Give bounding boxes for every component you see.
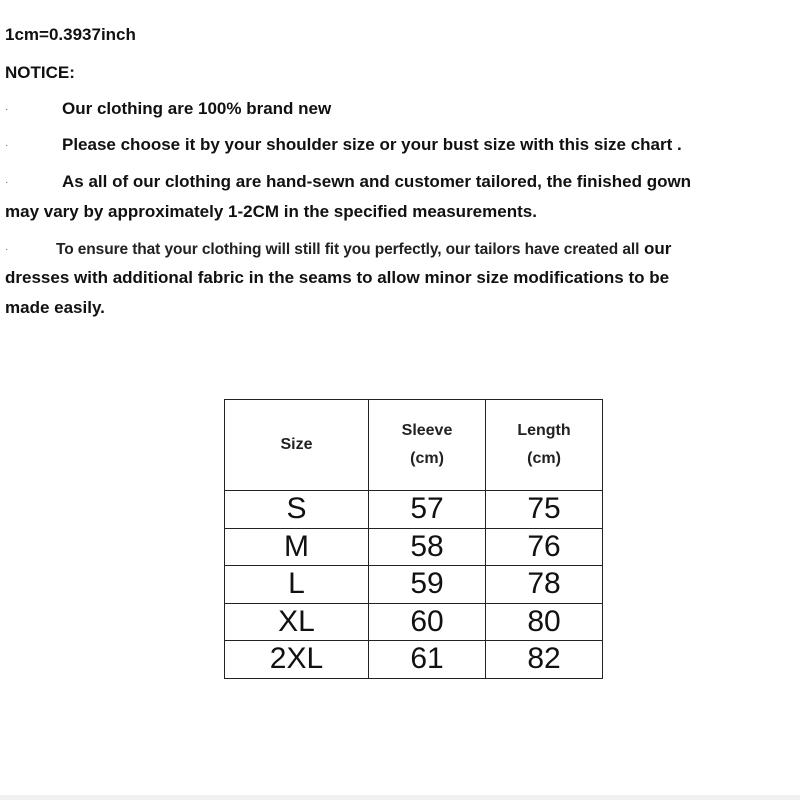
table-row [225, 491, 603, 529]
notice-line-1: Our clothing are 100% brand new [62, 99, 332, 118]
cell-size: XL [225, 603, 369, 641]
header-sleeve-label: Sleeve [401, 422, 453, 439]
notice-line-4b: dresses with additional fabric in the seams to allow minor size modifications to be [5, 268, 670, 287]
size-table [224, 399, 603, 679]
bullet-2: · [5, 140, 9, 151]
table-row [225, 528, 603, 566]
notice-line-3b: may vary by approximately 1-2CM in the specified measurements. [5, 202, 537, 221]
size-table-header-row [225, 400, 603, 491]
table-row [225, 566, 603, 604]
cell-length: 82 [486, 641, 603, 679]
header-length [486, 400, 603, 491]
cell-length: 80 [486, 603, 603, 641]
cell-length: 78 [486, 566, 603, 604]
bottom-divider [0, 795, 800, 800]
header-size: Size [225, 400, 369, 491]
notice-line-4a-big: our [644, 239, 672, 258]
table-row [225, 603, 603, 641]
cell-length: 75 [486, 491, 603, 529]
notice-line-4a [56, 239, 671, 260]
table-row [225, 641, 603, 679]
cell-sleeve: 61 [369, 641, 486, 679]
cell-sleeve: 60 [369, 603, 486, 641]
notice-line-4c: made easily. [5, 298, 105, 317]
cell-sleeve: 57 [369, 491, 486, 529]
header-length-label: Length [517, 422, 571, 439]
header-length-unit: (cm) [527, 450, 561, 467]
cell-size: 2XL [225, 641, 369, 679]
bullet-4: · [5, 244, 9, 255]
cell-sleeve: 58 [369, 528, 486, 566]
header-sleeve [369, 400, 486, 491]
notice-heading: NOTICE: [5, 63, 75, 82]
cell-sleeve: 59 [369, 566, 486, 604]
cell-length: 76 [486, 528, 603, 566]
notice-line-4a-small: To ensure that your clothing will still fit you perfectly, our tailors have created all [56, 241, 640, 258]
cell-size: S [225, 491, 369, 529]
cell-size: L [225, 566, 369, 604]
bullet-1: · [5, 104, 9, 115]
bullet-3: · [5, 177, 9, 188]
notice-line-3a: As all of our clothing are hand-sewn and customer tailored, the finished gown [62, 172, 692, 191]
conversion-note: 1cm=0.3937inch [5, 25, 136, 44]
cell-size: M [225, 528, 369, 566]
header-sleeve-unit: (cm) [410, 450, 444, 467]
notice-line-2: Please choose it by your shoulder size or your bust size with this size chart . [62, 135, 682, 154]
